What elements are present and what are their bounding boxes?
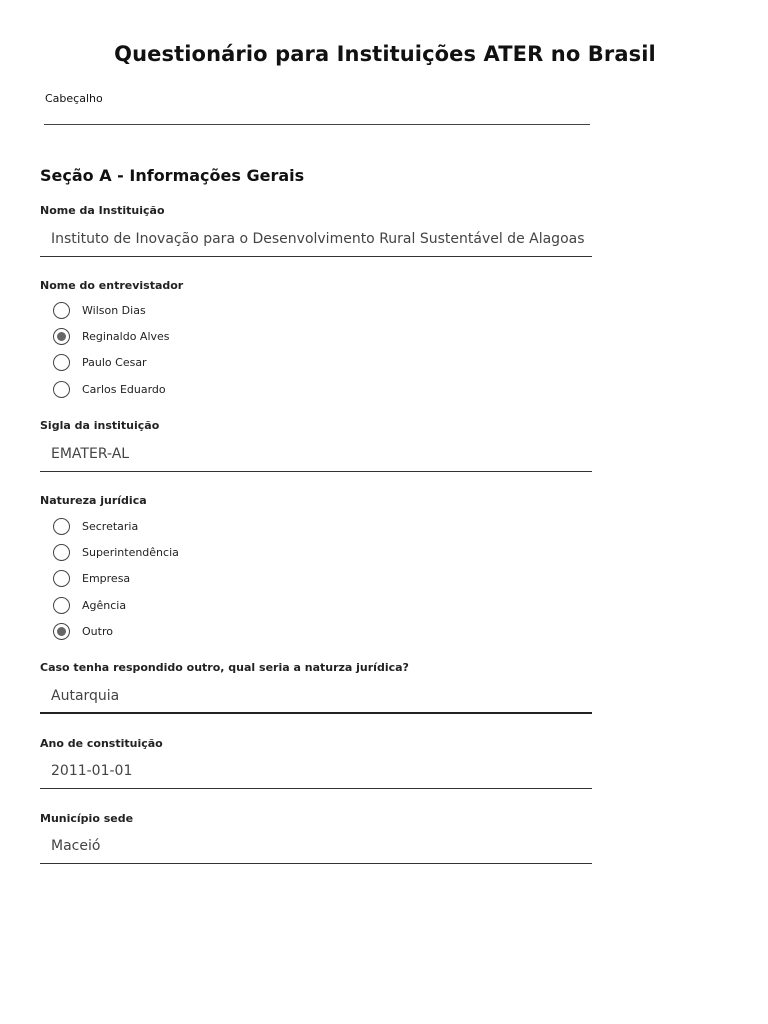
radio-label: Outro [82,625,113,639]
institution-name-field[interactable] [40,225,592,257]
radio-button[interactable] [53,570,70,587]
radio-option[interactable] [53,539,179,565]
legal-nature-radio-group [53,513,179,645]
institution-name-value: Instituto de Inovação para o Desenvolvimento Rural Sustentável de Alagoas [51,231,585,247]
radio-button[interactable] [53,302,70,319]
radio-button[interactable] [53,518,70,535]
other-legal-nature-field[interactable] [40,682,592,714]
acronym-label: Sigla da instituição [40,419,160,432]
headquarters-city-value: Maceió [51,838,101,854]
interviewer-label: Nome do entrevistador [40,279,184,292]
radio-label: Carlos Eduardo [82,382,166,396]
legal-nature-label: Natureza jurídica [40,494,147,507]
page-title: Questionário para Instituições ATER no Brasil [114,42,656,66]
radio-button[interactable] [53,354,70,371]
radio-label: Agência [82,598,127,612]
radio-label: Secretaria [82,519,139,533]
interviewer-radio-group [53,297,170,403]
institution-name-label: Nome da Instituição [40,204,165,217]
radio-option[interactable] [53,376,170,402]
radio-button[interactable] [53,328,70,345]
radio-option[interactable] [53,323,170,349]
headquarters-city-label: Município sede [40,812,134,825]
other-legal-nature-label: Caso tenha respondido outro, qual seria a naturza jurídica? [40,661,409,674]
founding-year-value: 2011-01-01 [51,763,133,779]
radio-option[interactable] [53,592,179,618]
other-legal-nature-value: Autarquia [51,688,120,704]
radio-option[interactable] [53,566,179,592]
radio-label: Empresa [82,572,131,586]
radio-label: Paulo Cesar [82,356,147,370]
radio-button[interactable] [53,597,70,614]
radio-button[interactable] [53,623,70,640]
header-label: Cabeçalho [45,92,103,105]
acronym-value: EMATER-AL [51,446,130,462]
header-divider [44,124,590,125]
founding-year-field[interactable] [40,757,592,789]
radio-option[interactable] [53,513,179,539]
radio-label: Reginaldo Alves [82,330,170,344]
radio-label: Wilson Dias [82,303,146,317]
headquarters-city-field[interactable] [40,832,592,864]
radio-option[interactable] [53,297,170,323]
radio-button[interactable] [53,381,70,398]
acronym-field[interactable] [40,440,592,472]
radio-option[interactable] [53,350,170,376]
radio-option[interactable] [53,619,179,645]
founding-year-label: Ano de constituição [40,737,163,750]
radio-button[interactable] [53,544,70,561]
radio-label: Superintendência [82,546,179,560]
section-title: Seção A - Informações Gerais [40,166,305,185]
